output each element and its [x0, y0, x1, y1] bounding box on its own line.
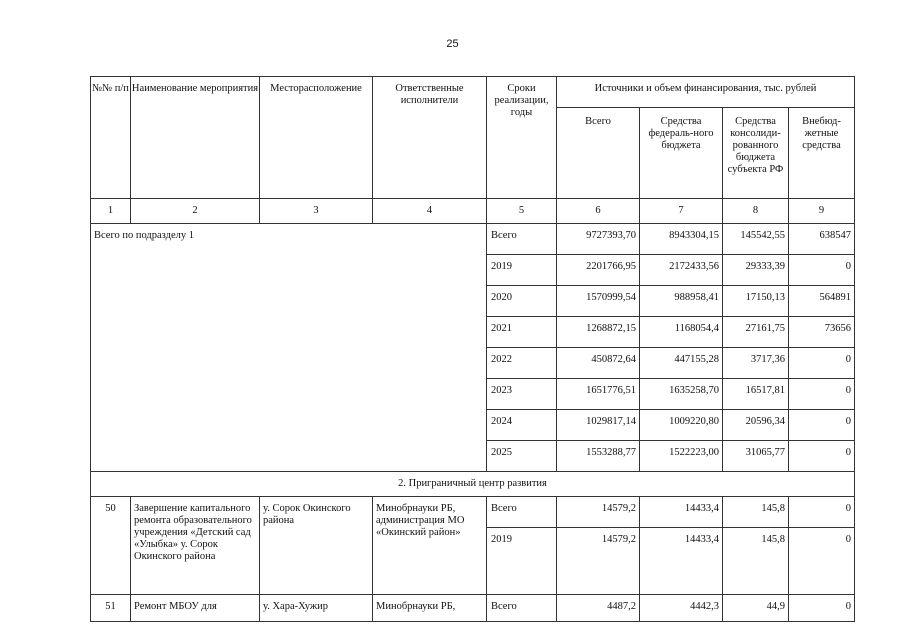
summary-regional: 3717,36 [723, 348, 789, 379]
column-number: 1 [91, 199, 131, 224]
summary-federal: 988958,41 [640, 286, 723, 317]
summary-regional: 20596,34 [723, 410, 789, 441]
item-extra: 0 [789, 528, 855, 595]
header-terms: Сроки реализации, годы [487, 77, 557, 199]
summary-total: 1268872,15 [557, 317, 640, 348]
item-total: 4487,2 [557, 595, 640, 622]
summary-total: 450872,64 [557, 348, 640, 379]
item-federal: 4442,3 [640, 595, 723, 622]
column-number: 6 [557, 199, 640, 224]
summary-year: 2022 [487, 348, 557, 379]
section-row [91, 472, 855, 497]
header-row-1 [91, 77, 855, 108]
item-federal: 14433,4 [640, 497, 723, 528]
summary-extra: 564891 [789, 286, 855, 317]
summary-extra: 638547 [789, 224, 855, 255]
column-number: 2 [131, 199, 260, 224]
summary-total: 1029817,14 [557, 410, 640, 441]
column-number: 7 [640, 199, 723, 224]
summary-federal: 1522223,00 [640, 441, 723, 472]
item-regional: 145,8 [723, 497, 789, 528]
header-location: Месторасположение [260, 77, 373, 199]
item-number: 51 [91, 595, 131, 622]
item-year: 2019 [487, 528, 557, 595]
item-extra: 0 [789, 497, 855, 528]
column-number: 4 [373, 199, 487, 224]
summary-regional: 16517,81 [723, 379, 789, 410]
summary-extra: 0 [789, 348, 855, 379]
item-total: 14579,2 [557, 528, 640, 595]
summary-year: 2025 [487, 441, 557, 472]
summary-year: 2021 [487, 317, 557, 348]
header-funding-group: Источники и объем финансирования, тыс. рублей [557, 77, 855, 108]
header-no: №№ п/п [91, 77, 131, 199]
summary-federal: 1635258,70 [640, 379, 723, 410]
summary-year: Всего [487, 224, 557, 255]
summary-year: 2023 [487, 379, 557, 410]
funding-table [90, 76, 855, 622]
summary-regional: 17150,13 [723, 286, 789, 317]
summary-federal: 1009220,80 [640, 410, 723, 441]
summary-extra: 0 [789, 379, 855, 410]
summary-federal: 8943304,15 [640, 224, 723, 255]
table-row [91, 497, 855, 528]
column-number: 8 [723, 199, 789, 224]
summary-total: 1570999,54 [557, 286, 640, 317]
item-year: Всего [487, 595, 557, 622]
summary-extra: 73656 [789, 317, 855, 348]
summary-row [91, 224, 855, 255]
item-location: у. Сорок Окинского района [260, 497, 373, 595]
item-executors: Минобрнауки РБ, [373, 595, 487, 622]
header-federal: Средства федераль-ного бюджета [640, 108, 723, 199]
summary-total: 1651776,51 [557, 379, 640, 410]
header-extra: Внебюд-жетные средства [789, 108, 855, 199]
summary-federal: 447155,28 [640, 348, 723, 379]
item-executors: Минобрнауки РБ, администрация МО «Окинский район» [373, 497, 487, 595]
summary-federal: 2172433,56 [640, 255, 723, 286]
summary-total: 9727393,70 [557, 224, 640, 255]
summary-total: 2201766,95 [557, 255, 640, 286]
item-year: Всего [487, 497, 557, 528]
item-federal: 14433,4 [640, 528, 723, 595]
summary-regional: 27161,75 [723, 317, 789, 348]
header-executors: Ответственные исполнители [373, 77, 487, 199]
summary-total: 1553288,77 [557, 441, 640, 472]
column-number: 9 [789, 199, 855, 224]
item-extra: 0 [789, 595, 855, 622]
column-number: 3 [260, 199, 373, 224]
section-title: 2. Приграничный центр развития [91, 472, 855, 497]
item-regional: 145,8 [723, 528, 789, 595]
column-number: 5 [487, 199, 557, 224]
summary-year: 2019 [487, 255, 557, 286]
header-total: Всего [557, 108, 640, 199]
summary-regional: 145542,55 [723, 224, 789, 255]
item-number: 50 [91, 497, 131, 595]
summary-federal: 1168054,4 [640, 317, 723, 348]
summary-year: 2024 [487, 410, 557, 441]
summary-regional: 31065,77 [723, 441, 789, 472]
table-row [91, 595, 855, 622]
header-name: Наименование мероприятия [131, 77, 260, 199]
item-location: у. Хара-Хужир [260, 595, 373, 622]
summary-year: 2020 [487, 286, 557, 317]
summary-label: Всего по подразделу 1 [91, 224, 487, 472]
summary-regional: 29333,39 [723, 255, 789, 286]
item-regional: 44,9 [723, 595, 789, 622]
item-name: Завершение капитального ремонта образовательного учреждения «Детский сад «Улыбка» у. Сорок Окинского района [131, 497, 260, 595]
page-number: 25 [446, 38, 459, 50]
summary-extra: 0 [789, 255, 855, 286]
column-numbers-row [91, 199, 855, 224]
summary-extra: 0 [789, 410, 855, 441]
header-regional: Средства консолиди-рованного бюджета субъекта РФ [723, 108, 789, 199]
item-name: Ремонт МБОУ для [131, 595, 260, 622]
summary-extra: 0 [789, 441, 855, 472]
item-total: 14579,2 [557, 497, 640, 528]
